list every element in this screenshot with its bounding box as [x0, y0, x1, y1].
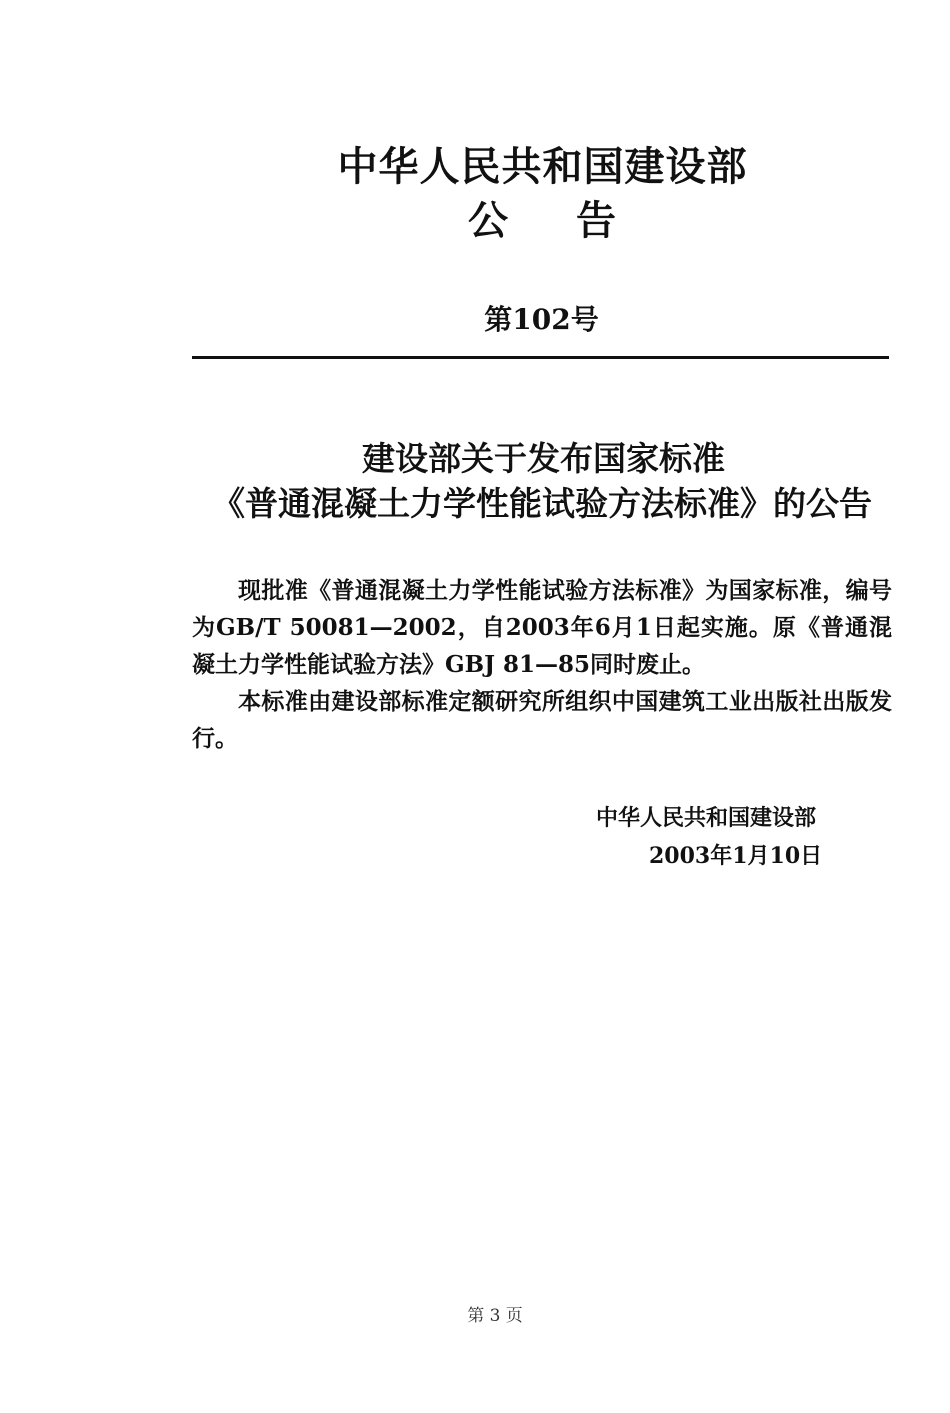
issuing-authority-heading: 中华人民共和国建设部 — [337, 143, 748, 190]
issue-number: 第102号 — [484, 303, 599, 336]
body-paragraph-approval: 现批准《普通混凝土力学性能试验方法标准》为国家标准，编号为GB/T 50081—2002，自2003年6月1日起实施。原《普通混凝土力学性能试验方法》GBJ 81—85同时废止。 — [192, 577, 892, 678]
header-divider — [192, 356, 889, 359]
body-paragraph-publication: 本标准由建设部标准定额研究所组织中国建筑工业出版社出版发行。 — [192, 688, 892, 752]
announcement-body — [192, 572, 892, 757]
signature-date: 2003年1月10日 — [649, 843, 823, 869]
announcement-title-line1: 建设部关于发布国家标准 — [362, 439, 725, 478]
signature-organization: 中华人民共和国建设部 — [596, 805, 817, 831]
announcement-heading: 公告 — [468, 197, 684, 244]
page-number: 第 3 页 — [467, 1306, 523, 1326]
announcement-title-line2: 《普通混凝土力学性能试验方法标准》的公告 — [212, 484, 872, 523]
